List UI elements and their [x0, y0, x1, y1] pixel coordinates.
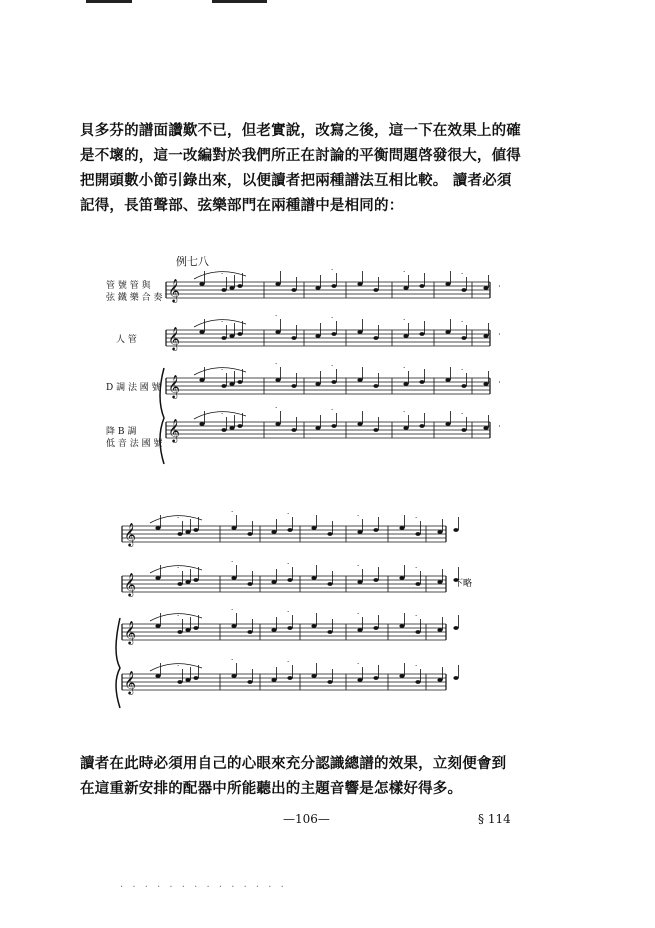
svg-text:·: ·	[403, 364, 406, 372]
note	[403, 334, 408, 338]
svg-text:·: ·	[403, 268, 406, 276]
note	[357, 378, 362, 382]
note	[399, 674, 404, 678]
note	[275, 282, 280, 286]
note	[315, 382, 320, 386]
note	[231, 624, 236, 628]
note	[331, 284, 336, 288]
note	[177, 532, 182, 536]
note	[311, 526, 316, 530]
svg-text:·: ·	[275, 404, 278, 412]
scan-noise: · · · · · · · · · · · · · ·	[120, 882, 287, 893]
note	[327, 680, 332, 684]
note	[155, 674, 160, 678]
svg-text:·: ·	[221, 410, 224, 418]
svg-text:·: ·	[231, 656, 234, 664]
note	[445, 330, 450, 334]
svg-text:𝄞: 𝄞	[168, 374, 180, 398]
paragraph-line: 貝多芬的譜面讚歎不已，但老實說，改寫之後，這一下在效果上的確	[80, 122, 521, 139]
score-lower	[112, 508, 492, 713]
svg-text:𝄞: 𝄞	[168, 418, 180, 442]
svg-text:·: ·	[287, 658, 290, 666]
svg-text:·: ·	[231, 606, 234, 614]
note	[373, 626, 378, 630]
svg-text:·: ·	[287, 560, 290, 568]
paragraph-line: 讀者在此時必須用自己的心眼來充分認識總譜的效果，立刻便會到	[80, 755, 507, 772]
instrument-label: 人 管	[116, 335, 137, 345]
note	[373, 384, 378, 388]
svg-text:𝄞: 𝄞	[168, 326, 180, 350]
svg-text:·: ·	[275, 268, 278, 272]
note	[185, 678, 190, 682]
svg-text:·: ·	[415, 612, 418, 620]
note	[275, 330, 280, 334]
note	[247, 532, 252, 536]
note	[237, 332, 242, 336]
paragraph-line: 記得，長笛聲部、弦樂部門在兩種譜中是相同的：	[80, 197, 404, 214]
svg-text:·: ·	[221, 270, 224, 278]
paragraph-bottom	[80, 751, 540, 801]
note	[315, 426, 320, 430]
note	[177, 630, 182, 634]
note	[415, 630, 420, 634]
score-upper	[100, 268, 500, 468]
note	[453, 528, 458, 532]
note	[185, 628, 190, 632]
svg-text:·: ·	[461, 318, 464, 326]
note	[403, 286, 408, 290]
note	[193, 626, 198, 630]
note	[315, 334, 320, 338]
note	[271, 530, 276, 534]
note	[315, 286, 320, 290]
note	[229, 426, 234, 430]
note	[437, 530, 442, 534]
svg-text:·: ·	[357, 660, 360, 668]
note	[221, 384, 226, 388]
note	[331, 332, 336, 336]
example-label: 例七八	[176, 255, 209, 268]
note	[287, 528, 292, 532]
instrument-label: 弦 鐵 樂 合 奏	[106, 293, 163, 303]
note	[461, 428, 466, 432]
note	[445, 282, 450, 286]
note	[271, 628, 276, 632]
note	[403, 426, 408, 430]
note	[357, 628, 362, 632]
note	[499, 284, 500, 288]
svg-text:·: ·	[177, 612, 180, 620]
note	[499, 424, 500, 428]
svg-text:·: ·	[331, 314, 334, 322]
note	[437, 678, 442, 682]
note	[291, 288, 296, 292]
note	[231, 674, 236, 678]
note	[357, 422, 362, 426]
paragraph-line: 是不壞的，這一改編對於我們所正在討論的平衡問題啓發很大，値得	[80, 147, 521, 164]
note	[287, 578, 292, 582]
note	[193, 528, 198, 532]
note	[311, 624, 316, 628]
note	[483, 426, 488, 430]
note	[221, 428, 226, 432]
note	[231, 526, 236, 530]
svg-text:·: ·	[415, 662, 418, 670]
instrument-label: 降 B 調	[106, 427, 137, 437]
note	[373, 528, 378, 532]
instrument-label: 低 音 法 國 號	[106, 439, 163, 449]
note	[311, 576, 316, 580]
svg-text:·: ·	[461, 366, 464, 374]
note	[373, 676, 378, 680]
paragraph-line: 在這重新安排的配器中所能聽出的主題音響是怎樣好得多。	[80, 780, 463, 797]
note	[327, 630, 332, 634]
svg-text:·: ·	[177, 514, 180, 522]
svg-text:·: ·	[231, 558, 234, 566]
note	[177, 680, 182, 684]
note	[271, 678, 276, 682]
note	[177, 582, 182, 586]
note	[247, 630, 252, 634]
note	[445, 422, 450, 426]
svg-text:·: ·	[415, 514, 418, 522]
svg-text:·: ·	[177, 564, 180, 572]
note	[415, 582, 420, 586]
svg-text:𝄞: 𝄞	[124, 522, 136, 546]
note	[453, 676, 458, 680]
note	[327, 532, 332, 536]
note	[237, 380, 242, 384]
svg-text:·: ·	[357, 610, 360, 618]
note	[185, 580, 190, 584]
note	[445, 378, 450, 382]
note	[199, 330, 204, 334]
note	[461, 288, 466, 292]
note	[271, 580, 276, 584]
note	[291, 336, 296, 340]
note	[399, 624, 404, 628]
note	[247, 582, 252, 586]
top-rule-right	[212, 0, 267, 3]
note	[499, 332, 500, 336]
instrument-label: D 調 法 國 號	[106, 383, 161, 393]
note	[237, 424, 242, 428]
svg-text:·: ·	[357, 562, 360, 570]
note	[155, 526, 160, 530]
note	[373, 336, 378, 340]
brace	[116, 618, 120, 708]
section-reference: § 114	[478, 812, 511, 826]
svg-text:·: ·	[403, 316, 406, 324]
note	[357, 530, 362, 534]
note	[437, 628, 442, 632]
svg-text:·: ·	[221, 318, 224, 326]
note	[357, 330, 362, 334]
staff-group	[122, 508, 459, 695]
instrument-label: 管 號 管 與	[106, 281, 151, 291]
svg-text:𝄞: 𝄞	[124, 620, 136, 644]
page-number: —106—	[283, 812, 330, 826]
note	[199, 422, 204, 426]
paragraph-line: 把開頭數小節引錄出來，以便讀者把兩種譜法互相比較。 讀者必須	[80, 172, 512, 189]
svg-text:·: ·	[357, 512, 360, 520]
svg-text:·: ·	[403, 408, 406, 416]
note	[193, 676, 198, 680]
note	[331, 424, 336, 428]
note	[275, 378, 280, 382]
note	[199, 378, 204, 382]
note	[483, 286, 488, 290]
note	[453, 626, 458, 630]
svg-text:·: ·	[287, 510, 290, 518]
note	[415, 532, 420, 536]
svg-text:·: ·	[415, 564, 418, 572]
note	[461, 384, 466, 388]
svg-text:·: ·	[221, 366, 224, 374]
note	[155, 576, 160, 580]
note	[185, 530, 190, 534]
note	[331, 380, 336, 384]
svg-text:𝄞: 𝄞	[168, 278, 180, 302]
note	[357, 282, 362, 286]
note	[437, 580, 442, 584]
note	[275, 422, 280, 426]
svg-text:·: ·	[331, 268, 334, 274]
note	[311, 674, 316, 678]
paragraph-top	[80, 118, 530, 218]
svg-text:·: ·	[287, 608, 290, 616]
note	[499, 380, 500, 384]
instrument-labels	[106, 279, 162, 449]
svg-text:·: ·	[275, 312, 278, 320]
note	[373, 578, 378, 582]
svg-text:·: ·	[275, 360, 278, 368]
note	[461, 336, 466, 340]
note	[287, 676, 292, 680]
note	[287, 626, 292, 630]
svg-text:·: ·	[331, 362, 334, 370]
svg-text:·: ·	[177, 662, 180, 670]
note	[291, 384, 296, 388]
note	[221, 336, 226, 340]
note	[419, 424, 424, 428]
note	[229, 382, 234, 386]
note	[229, 286, 234, 290]
note	[247, 680, 252, 684]
note	[357, 580, 362, 584]
note	[193, 578, 198, 582]
svg-text:𝄞: 𝄞	[124, 670, 136, 694]
note	[231, 576, 236, 580]
note	[357, 678, 362, 682]
top-rule-left	[86, 0, 132, 3]
note	[399, 576, 404, 580]
note	[373, 428, 378, 432]
note	[415, 680, 420, 684]
staff-group	[166, 268, 500, 443]
note	[403, 382, 408, 386]
note	[399, 526, 404, 530]
note	[291, 428, 296, 432]
svg-text:·: ·	[231, 508, 234, 516]
note	[237, 284, 242, 288]
note	[229, 334, 234, 338]
brace	[160, 368, 164, 464]
svg-text:𝄞: 𝄞	[124, 572, 136, 596]
note	[419, 332, 424, 336]
note	[373, 288, 378, 292]
svg-text:·: ·	[331, 406, 334, 414]
note	[483, 334, 488, 338]
svg-text:·: ·	[461, 270, 464, 278]
note	[327, 582, 332, 586]
note	[199, 282, 204, 286]
note	[221, 288, 226, 292]
note	[419, 284, 424, 288]
note	[483, 382, 488, 386]
note	[155, 624, 160, 628]
note	[419, 380, 424, 384]
side-note: 下略	[454, 579, 473, 589]
svg-text:·: ·	[461, 410, 464, 418]
